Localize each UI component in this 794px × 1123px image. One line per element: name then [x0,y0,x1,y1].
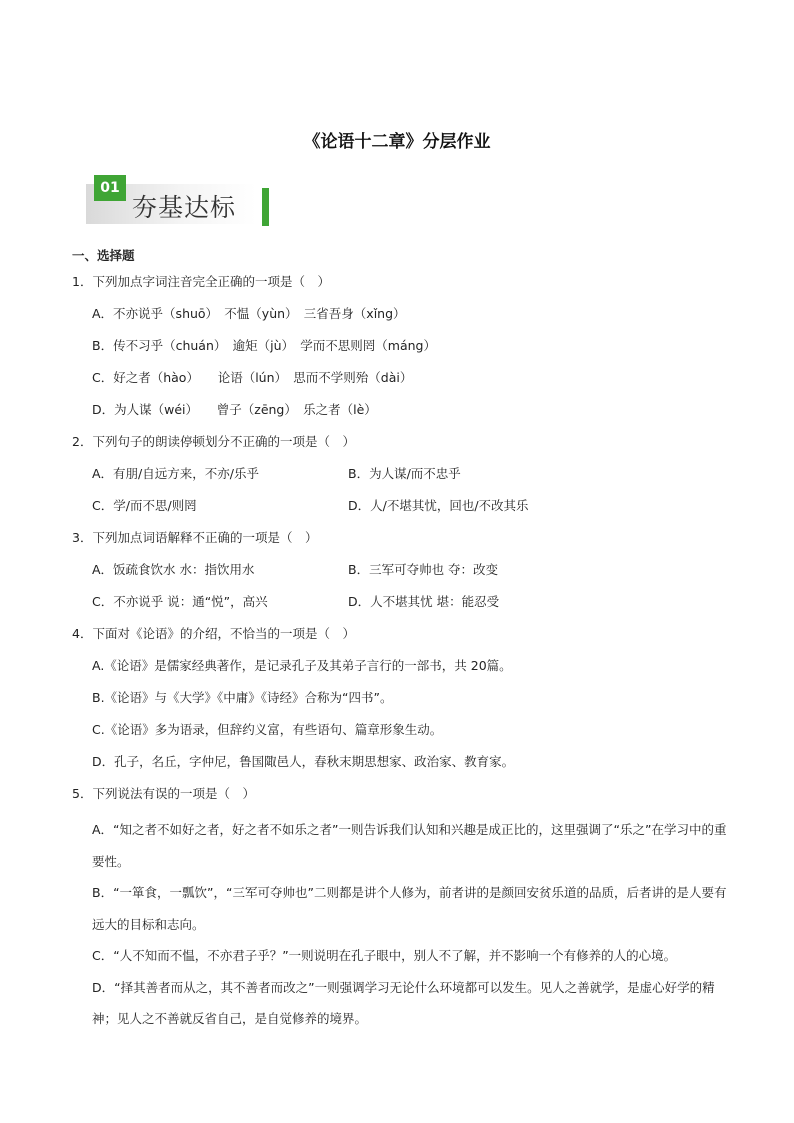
option-b: B．传不习乎（chuán） 逾矩（jù） 学而不思则罔（máng） [92,338,436,353]
option-b: B．为人谋/而不忠乎 [348,466,461,481]
question-3 [72,526,732,622]
option-c: C．好之者（hào） 论语（lún） 思而不学则殆（dài） [92,370,413,385]
option-c: C．不亦说乎 说：通“悦”，高兴 [92,594,268,609]
section-badge [84,172,274,230]
option-c: C．“人不知而不愠，不亦君子乎？”一则说明在孔子眼中，别人不了解，并不影响一个有修养的人的心境。 [92,948,677,963]
question-stem: 5．下列说法有误的一项是（ ） [72,786,255,801]
question-2 [72,430,732,526]
badge-number: 01 [94,175,126,201]
option-row [72,462,732,494]
option-a: A．“知之者不如好之者，好之者不如乐之者”一则告诉我们认知和兴趣是成正比的，这里强调了“乐之”在学习中的重要性。 [92,822,727,869]
option-d: D．“择其善者而从之，其不善者而改之”一则强调学习无论什么环境都可以发生。见人之善就学，是虚心好学的精神；见人之不善就反省自己，是自觉修养的境界。 [92,979,715,1026]
option-c: C．学/而不思/则罔 [92,498,197,513]
page-title: 《论语十二章》分层作业 [303,132,491,152]
option-row [72,494,732,526]
option-c: C.《论语》多为语录，但辞约义富，有些语句、篇章形象生动。 [92,722,443,737]
question-stem: 1．下列加点字词注音完全正确的一项是（ ） [72,274,330,289]
badge-label: 夯基达标 [132,193,237,222]
option-b: B．三军可夺帅也 夺：改变 [348,562,499,577]
question-1 [72,270,732,430]
question-stem: 3．下列加点词语解释不正确的一项是（ ） [72,530,318,545]
option-d: D．人不堪其忧 堪：能忍受 [348,594,500,609]
option-d: D．人/不堪其忧，回也/不改其乐 [348,498,529,513]
section-heading: 一、选择题 [72,248,135,263]
option-b: B.《论语》与《大学》《中庸》《诗经》合称为“四书”。 [92,690,393,705]
badge-accent-bar [262,188,269,226]
option-row [72,558,732,590]
option-d: D．孔子，名丘，字仲尼，鲁国陬邑人，春秋末期思想家、政治家、教育家。 [92,754,515,769]
questions-list [72,270,732,1035]
question-5 [72,782,732,1035]
option-a: A．饭疏食饮水 水：指饮用水 [92,562,255,577]
option-row [72,590,732,622]
option-a: A．有朋/自远方来，不亦/乐乎 [92,466,259,481]
option-a: A．不亦说乎（shuō） 不愠（yùn） 三省吾身（xǐng） [92,306,406,321]
option-a: A.《论语》是儒家经典著作，是记录孔子及其弟子言行的一部书，共 20篇。 [92,658,512,673]
question-4 [72,622,732,782]
option-d: D．为人谋（wéi） 曾子（zēng） 乐之者（lè） [92,402,377,417]
option-b: B．“一箪食，一瓢饮”，“三军可夺帅也”二则都是讲个人修为，前者讲的是颜回安贫乐道的品质，后者讲的是人要有远大的目标和志向。 [92,885,727,932]
question-stem: 4．下面对《论语》的介绍，不恰当的一项是（ ） [72,626,355,641]
question-stem: 2．下列句子的朗读停顿划分不正确的一项是（ ） [72,434,355,449]
